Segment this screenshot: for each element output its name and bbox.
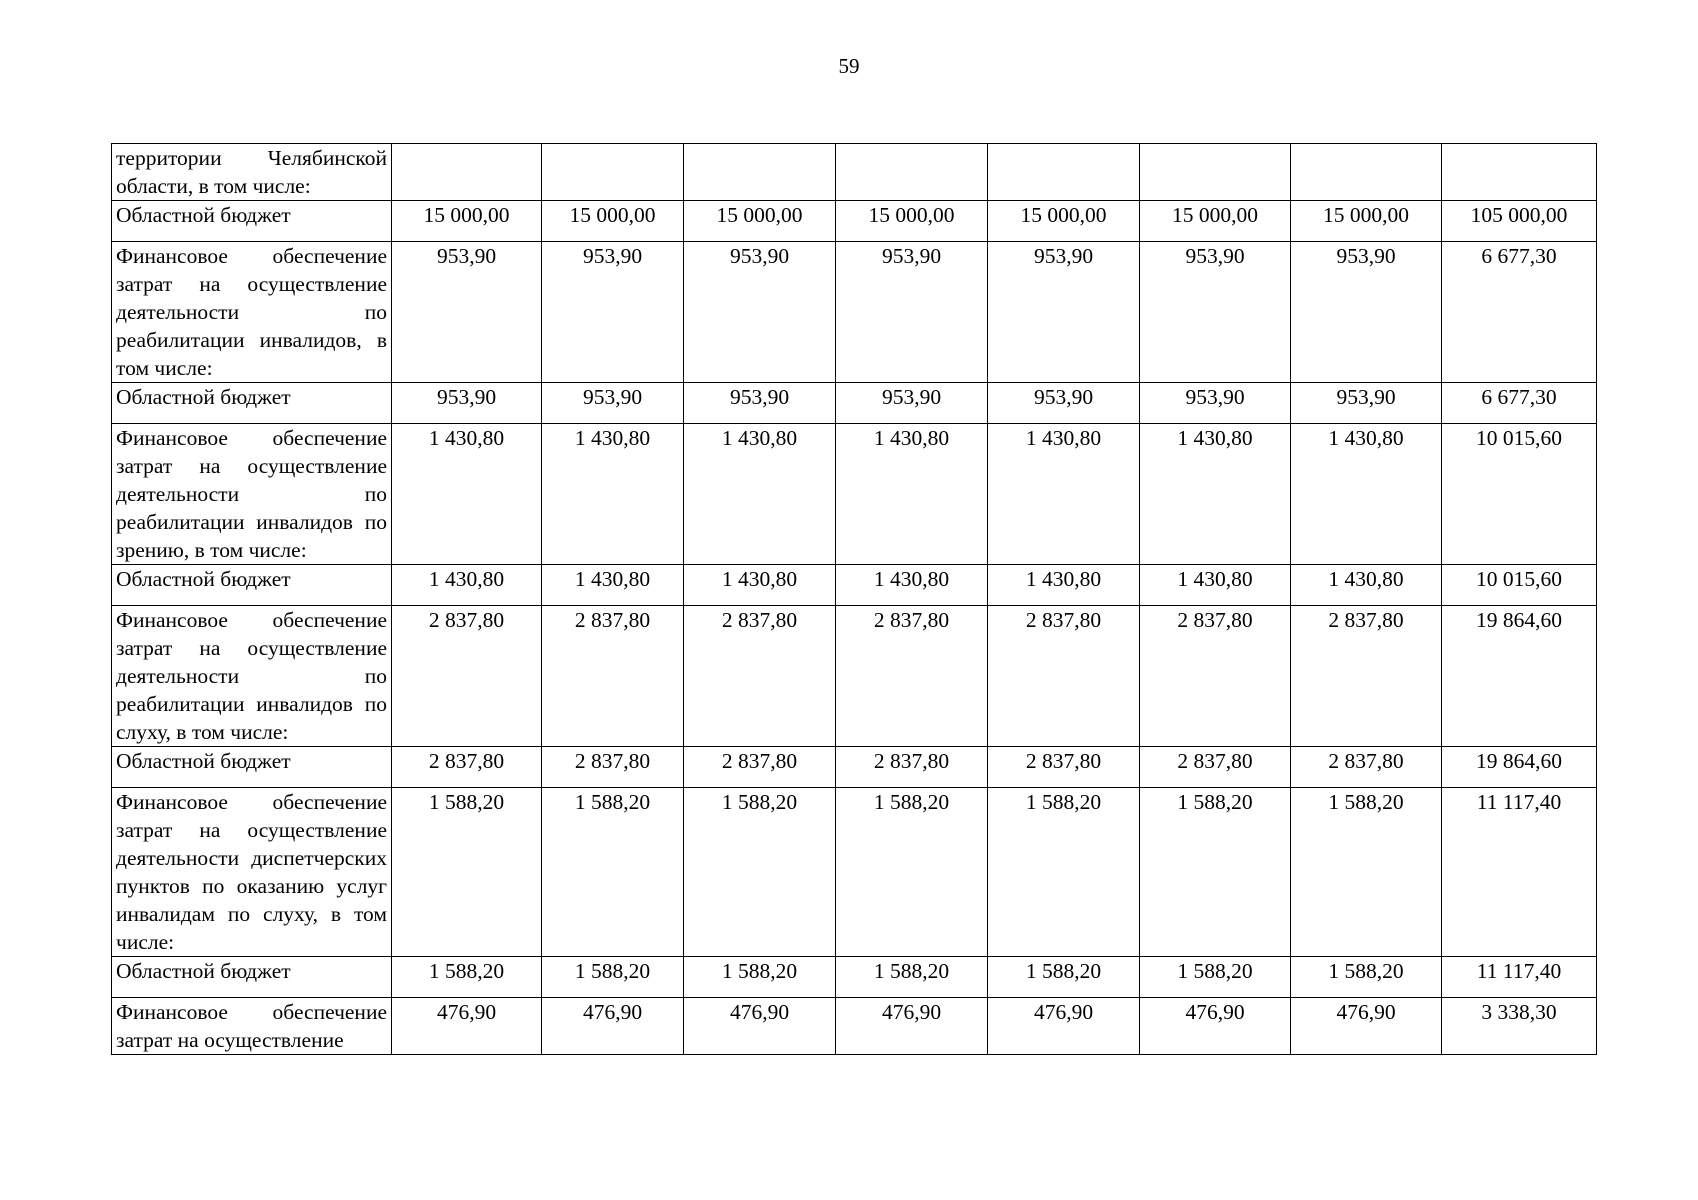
value-cell: 2 837,80	[1140, 747, 1291, 788]
value-cell: 1 588,20	[392, 788, 542, 957]
value-cell: 1 430,80	[1140, 565, 1291, 606]
value-cell: 15 000,00	[392, 201, 542, 242]
value-cell: 953,90	[684, 242, 836, 383]
row-label: Финансовое обеспечение затрат на осуществление деятельности по реабилитации инвалидов, в том числе:	[112, 242, 392, 383]
total-cell: 11 117,40	[1442, 957, 1597, 998]
value-cell: 1 430,80	[836, 424, 988, 565]
row-label: территории Челябинской области, в том числе:	[112, 144, 392, 201]
value-cell: 1 588,20	[1140, 957, 1291, 998]
value-cell: 476,90	[988, 998, 1140, 1055]
value-cell: 2 837,80	[392, 606, 542, 747]
value-cell: 1 588,20	[1291, 957, 1442, 998]
value-cell: 476,90	[542, 998, 684, 1055]
value-cell: 1 430,80	[684, 424, 836, 565]
value-cell: 1 588,20	[836, 957, 988, 998]
value-cell: 476,90	[684, 998, 836, 1055]
value-cell: 953,90	[392, 383, 542, 424]
total-cell: 19 864,60	[1442, 747, 1597, 788]
value-cell: 1 430,80	[1140, 424, 1291, 565]
total-cell	[1442, 144, 1597, 201]
value-cell: 2 837,80	[1291, 606, 1442, 747]
page-number: 59	[838, 54, 860, 78]
value-cell: 15 000,00	[1140, 201, 1291, 242]
table-row	[112, 998, 1597, 1055]
value-cell: 1 430,80	[836, 565, 988, 606]
value-cell: 1 588,20	[684, 788, 836, 957]
value-cell: 953,90	[1140, 242, 1291, 383]
value-cell: 1 430,80	[542, 565, 684, 606]
value-cell: 2 837,80	[988, 606, 1140, 747]
value-cell: 1 588,20	[542, 788, 684, 957]
value-cell	[988, 144, 1140, 201]
value-cell: 2 837,80	[1140, 606, 1291, 747]
value-cell: 15 000,00	[684, 201, 836, 242]
row-label: Финансовое обеспечение затрат на осуществление деятельности диспетчерских пунктов по оказанию услуг инвалидам по слуху, в том числе:	[112, 788, 392, 957]
value-cell: 1 588,20	[542, 957, 684, 998]
table-row	[112, 201, 1597, 242]
total-cell: 10 015,60	[1442, 424, 1597, 565]
value-cell: 2 837,80	[684, 747, 836, 788]
value-cell: 1 588,20	[836, 788, 988, 957]
value-cell: 1 588,20	[988, 788, 1140, 957]
value-cell: 953,90	[836, 383, 988, 424]
value-cell: 1 430,80	[542, 424, 684, 565]
value-cell: 1 588,20	[684, 957, 836, 998]
value-cell: 1 588,20	[1140, 788, 1291, 957]
value-cell: 953,90	[684, 383, 836, 424]
value-cell: 476,90	[1140, 998, 1291, 1055]
value-cell	[1140, 144, 1291, 201]
total-cell: 10 015,60	[1442, 565, 1597, 606]
value-cell: 953,90	[1291, 383, 1442, 424]
row-label: Финансовое обеспечение затрат на осуществление	[112, 998, 392, 1055]
value-cell: 2 837,80	[836, 747, 988, 788]
table-row	[112, 747, 1597, 788]
value-cell: 15 000,00	[836, 201, 988, 242]
value-cell: 1 430,80	[988, 565, 1140, 606]
value-cell: 1 430,80	[684, 565, 836, 606]
value-cell: 2 837,80	[836, 606, 988, 747]
value-cell: 1 430,80	[1291, 565, 1442, 606]
row-label: Областной бюджет	[112, 383, 392, 424]
value-cell: 1 430,80	[392, 565, 542, 606]
value-cell: 953,90	[988, 242, 1140, 383]
value-cell: 953,90	[988, 383, 1140, 424]
table-row	[112, 144, 1597, 201]
total-cell: 3 338,30	[1442, 998, 1597, 1055]
value-cell: 476,90	[392, 998, 542, 1055]
value-cell: 2 837,80	[542, 606, 684, 747]
total-cell: 6 677,30	[1442, 383, 1597, 424]
total-cell: 11 117,40	[1442, 788, 1597, 957]
total-cell: 6 677,30	[1442, 242, 1597, 383]
value-cell: 2 837,80	[684, 606, 836, 747]
value-cell: 15 000,00	[988, 201, 1140, 242]
value-cell	[1291, 144, 1442, 201]
value-cell: 953,90	[392, 242, 542, 383]
row-label: Областной бюджет	[112, 957, 392, 998]
value-cell: 2 837,80	[392, 747, 542, 788]
value-cell: 2 837,80	[1291, 747, 1442, 788]
total-cell: 19 864,60	[1442, 606, 1597, 747]
table-row	[112, 424, 1597, 565]
value-cell: 1 588,20	[1291, 788, 1442, 957]
value-cell: 15 000,00	[1291, 201, 1442, 242]
value-cell: 953,90	[1140, 383, 1291, 424]
table-row	[112, 565, 1597, 606]
table-row	[112, 788, 1597, 957]
value-cell: 1 430,80	[1291, 424, 1442, 565]
row-label: Финансовое обеспечение затрат на осуществление деятельности по реабилитации инвалидов по зрению, в том числе:	[112, 424, 392, 565]
value-cell: 476,90	[836, 998, 988, 1055]
row-label: Финансовое обеспечение затрат на осуществление деятельности по реабилитации инвалидов по слуху, в том числе:	[112, 606, 392, 747]
value-cell: 2 837,80	[542, 747, 684, 788]
table-row	[112, 957, 1597, 998]
table-row	[112, 383, 1597, 424]
value-cell: 476,90	[1291, 998, 1442, 1055]
value-cell: 1 430,80	[988, 424, 1140, 565]
table-row	[112, 606, 1597, 747]
value-cell: 2 837,80	[988, 747, 1140, 788]
value-cell: 1 588,20	[988, 957, 1140, 998]
table-row	[112, 242, 1597, 383]
value-cell	[684, 144, 836, 201]
value-cell: 1 430,80	[392, 424, 542, 565]
row-label: Областной бюджет	[112, 565, 392, 606]
value-cell	[392, 144, 542, 201]
budget-table-body	[112, 144, 1597, 1055]
value-cell: 953,90	[542, 383, 684, 424]
value-cell	[542, 144, 684, 201]
value-cell: 15 000,00	[542, 201, 684, 242]
budget-table	[111, 143, 1597, 1055]
value-cell	[836, 144, 988, 201]
value-cell: 953,90	[1291, 242, 1442, 383]
row-label: Областной бюджет	[112, 747, 392, 788]
row-label: Областной бюджет	[112, 201, 392, 242]
value-cell: 953,90	[836, 242, 988, 383]
value-cell: 1 588,20	[392, 957, 542, 998]
total-cell: 105 000,00	[1442, 201, 1597, 242]
value-cell: 953,90	[542, 242, 684, 383]
